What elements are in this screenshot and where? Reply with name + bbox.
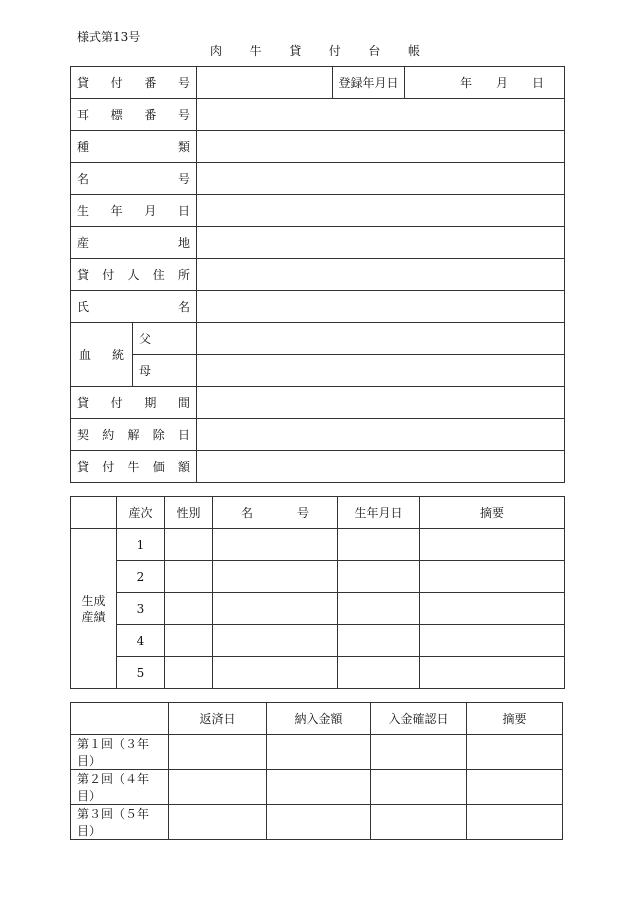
installment-label: 第１回（３年目）: [71, 735, 169, 770]
field-calf-birthdate[interactable]: [338, 657, 420, 689]
production-header-row: [71, 497, 565, 529]
label-char: 住: [152, 268, 165, 282]
field-loan-period[interactable]: [197, 387, 565, 419]
header-sex: 性別: [165, 497, 213, 529]
field-sex[interactable]: [165, 561, 213, 593]
table-row: [71, 805, 563, 840]
label-loan-number: [71, 67, 197, 99]
row-loan-number: [71, 67, 565, 99]
label-line: 産績: [81, 609, 106, 624]
field-receipt-confirm-date[interactable]: [371, 805, 467, 840]
field-calf-remarks[interactable]: [420, 593, 565, 625]
field-repayment-date[interactable]: [169, 735, 267, 770]
field-calf-birthdate[interactable]: [338, 561, 420, 593]
table-row: [71, 625, 565, 657]
label-char: 号: [177, 172, 190, 186]
field-ear-tag[interactable]: [197, 99, 565, 131]
label-borrower-address: [71, 259, 197, 291]
repayment-table: [70, 702, 563, 840]
label-char: 間: [177, 396, 190, 410]
label-char: 所: [177, 268, 190, 282]
table-row: [71, 561, 565, 593]
table-row: [71, 735, 563, 770]
label-cattle-value: [71, 451, 197, 483]
day-label: 日: [531, 76, 544, 90]
header-parity: 産次: [117, 497, 165, 529]
field-calf-remarks[interactable]: [420, 625, 565, 657]
header-name: [213, 497, 338, 529]
field-cattle-value[interactable]: [197, 451, 565, 483]
field-repayment-date[interactable]: [169, 770, 267, 805]
field-calf-name[interactable]: [213, 625, 338, 657]
field-animal-name[interactable]: [197, 163, 565, 195]
label-contract-termination: [71, 419, 197, 451]
label-char: 価: [152, 460, 165, 474]
parity-number: 4: [117, 625, 165, 657]
row-birth-date: [71, 195, 565, 227]
label-loan-period: [71, 387, 197, 419]
label-char: 標: [110, 108, 123, 122]
label-char: 氏: [77, 300, 90, 314]
label-char: 番: [144, 108, 157, 122]
year-label: 年: [459, 76, 472, 90]
label-char: 人: [127, 268, 140, 282]
label-char: 付: [102, 268, 115, 282]
field-registration-date[interactable]: [405, 67, 565, 99]
field-repayment-remarks[interactable]: [467, 770, 563, 805]
label-char: 名: [77, 172, 90, 186]
label-char: 貸: [77, 76, 90, 90]
field-sex[interactable]: [165, 625, 213, 657]
label-char: 約: [102, 428, 115, 442]
label-char: 種: [77, 140, 90, 154]
label-mother: 母: [133, 355, 197, 387]
field-sex[interactable]: [165, 529, 213, 561]
label-line: 生成: [81, 593, 106, 608]
label-char: 号: [177, 108, 190, 122]
label-char: 付: [110, 396, 123, 410]
label-char: 番: [144, 76, 157, 90]
table-row: [71, 657, 565, 689]
label-char: 期: [144, 396, 157, 410]
title-char: 帳: [407, 44, 420, 58]
field-origin[interactable]: [197, 227, 565, 259]
header-blank: [71, 497, 117, 529]
production-record-table: [70, 496, 565, 689]
parity-number: 1: [117, 529, 165, 561]
row-contract-termination: [71, 419, 565, 451]
row-borrower-name: [71, 291, 565, 323]
field-payment-amount[interactable]: [267, 805, 371, 840]
field-calf-name[interactable]: [213, 657, 338, 689]
field-calf-name[interactable]: [213, 529, 338, 561]
field-sex[interactable]: [165, 593, 213, 625]
label-char: 類: [177, 140, 190, 154]
field-calf-birthdate[interactable]: [338, 529, 420, 561]
label-char: 血: [79, 348, 92, 362]
repayment-header-row: [71, 703, 563, 735]
label-char: 日: [177, 428, 190, 442]
field-contract-termination[interactable]: [197, 419, 565, 451]
row-animal-name: [71, 163, 565, 195]
header-payment-amount: 納入金額: [267, 703, 371, 735]
label-char: 付: [102, 460, 115, 474]
label-char: 貸: [77, 396, 90, 410]
installment-label: 第３回（５年目）: [71, 805, 169, 840]
field-repayment-date[interactable]: [169, 805, 267, 840]
label-pedigree: [71, 323, 133, 387]
field-receipt-confirm-date[interactable]: [371, 735, 467, 770]
table-row: [71, 529, 565, 561]
field-borrower-address[interactable]: [197, 259, 565, 291]
field-repayment-remarks[interactable]: [467, 735, 563, 770]
header-char: 名: [241, 506, 254, 520]
field-payment-amount[interactable]: [267, 735, 371, 770]
field-father[interactable]: [197, 323, 565, 355]
label-char: 号: [177, 76, 190, 90]
label-char: 貸: [77, 268, 90, 282]
title-char: 貸: [289, 44, 302, 58]
field-calf-name[interactable]: [213, 561, 338, 593]
title-char: 台: [368, 44, 381, 58]
field-mother[interactable]: [197, 355, 565, 387]
row-breed: [71, 131, 565, 163]
label-ear-tag: [71, 99, 197, 131]
field-repayment-remarks[interactable]: [467, 805, 563, 840]
parity-number: 3: [117, 593, 165, 625]
row-origin: [71, 227, 565, 259]
label-origin: [71, 227, 197, 259]
header-repayment-date: 返済日: [169, 703, 267, 735]
field-calf-birthdate[interactable]: [338, 593, 420, 625]
header-remarks: 摘要: [420, 497, 565, 529]
label-char: 牛: [127, 460, 140, 474]
label-char: 産: [77, 236, 90, 250]
label-char: 日: [177, 204, 190, 218]
label-registration-date: 登録年月日: [333, 67, 405, 99]
header-birthdate: 生年月日: [338, 497, 420, 529]
label-birth-date: [71, 195, 197, 227]
field-calf-remarks[interactable]: [420, 657, 565, 689]
label-char: 除: [152, 428, 165, 442]
label-animal-name: [71, 163, 197, 195]
table-row: [71, 770, 563, 805]
label-char: 月: [144, 204, 157, 218]
field-calf-remarks[interactable]: [420, 561, 565, 593]
parity-number: 2: [117, 561, 165, 593]
table-row: [71, 593, 565, 625]
row-pedigree-father: [71, 323, 565, 355]
title-char: 肉: [210, 44, 223, 58]
field-breed[interactable]: [197, 131, 565, 163]
row-loan-period: [71, 387, 565, 419]
month-label: 月: [495, 76, 508, 90]
field-receipt-confirm-date[interactable]: [371, 770, 467, 805]
field-calf-name[interactable]: [213, 593, 338, 625]
label-breed: [71, 131, 197, 163]
label-char: 解: [127, 428, 140, 442]
row-pedigree-mother: [71, 355, 565, 387]
label-char: 耳: [77, 108, 90, 122]
title-char: 牛: [249, 44, 262, 58]
field-birth-date[interactable]: [197, 195, 565, 227]
field-sex[interactable]: [165, 657, 213, 689]
label-char: 年: [110, 204, 123, 218]
loan-register-table: [70, 66, 565, 483]
label-char: 名: [177, 300, 190, 314]
header-blank: [71, 703, 169, 735]
field-loan-number[interactable]: [197, 67, 333, 99]
parity-number: 5: [117, 657, 165, 689]
label-char: 契: [77, 428, 90, 442]
page-title: [210, 42, 420, 59]
label-char: 統: [111, 348, 124, 362]
label-production-record: [71, 529, 117, 689]
row-borrower-address: [71, 259, 565, 291]
field-payment-amount[interactable]: [267, 770, 371, 805]
label-borrower-name: [71, 291, 197, 323]
field-borrower-name[interactable]: [197, 291, 565, 323]
header-receipt-confirm-date: 入金確認日: [371, 703, 467, 735]
installment-label: 第２回（４年目）: [71, 770, 169, 805]
row-cattle-value: [71, 451, 565, 483]
header-remarks: 摘要: [467, 703, 563, 735]
label-father: 父: [133, 323, 197, 355]
label-char: 地: [177, 236, 190, 250]
field-calf-birthdate[interactable]: [338, 625, 420, 657]
form-number: 様式第13号: [77, 30, 141, 44]
field-calf-remarks[interactable]: [420, 529, 565, 561]
label-char: 付: [110, 76, 123, 90]
label-char: 貸: [77, 460, 90, 474]
label-char: 額: [177, 460, 190, 474]
row-ear-tag: [71, 99, 565, 131]
label-char: 生: [77, 204, 90, 218]
title-char: 付: [328, 44, 341, 58]
header-char: 号: [296, 506, 309, 520]
